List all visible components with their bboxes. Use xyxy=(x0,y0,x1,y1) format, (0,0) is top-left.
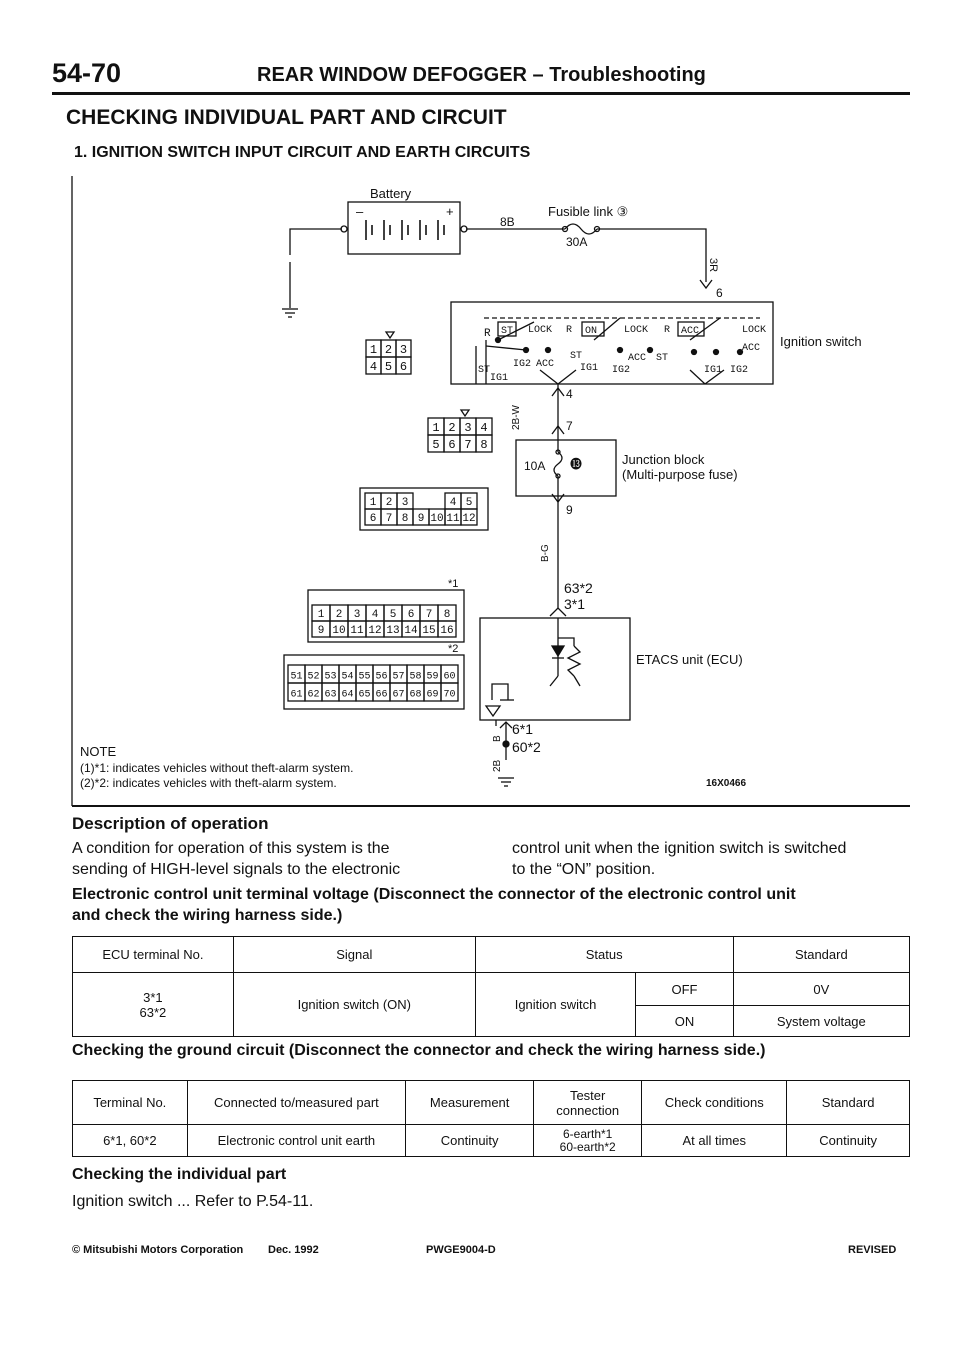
header-terminal: Terminal No. xyxy=(73,1081,188,1125)
voltage-signal: Ignition switch (ON) xyxy=(233,973,475,1037)
connector-c xyxy=(365,493,477,525)
ground-part: Electronic control unit earth xyxy=(187,1125,406,1157)
ground-tester xyxy=(534,1125,642,1157)
description-left-line1: A condition for operation of this system is the xyxy=(72,840,390,857)
fuse-number: ⓭ xyxy=(570,457,583,471)
connector-pin-label: 10 xyxy=(332,625,346,637)
header-check-conditions: Check conditions xyxy=(642,1081,787,1125)
tester-60-earth: 60-earth*2 xyxy=(559,1139,616,1154)
wire-bg-label: B-G xyxy=(540,544,551,562)
connector-pin-label: 1 xyxy=(317,609,325,621)
term-6-label: 6*1 xyxy=(512,721,534,737)
connector-pin-label: 3 xyxy=(401,497,409,509)
ign-r1: R xyxy=(484,328,491,340)
connector-pin-label: 4 xyxy=(371,609,379,621)
connector-pin-label: 15 xyxy=(422,625,436,637)
page-title: REAR WINDOW DEFOGGER – Troubleshooting xyxy=(257,64,706,86)
status-on: ON xyxy=(636,1006,733,1037)
footer-date: Dec. 1992 xyxy=(268,1244,319,1256)
connector-pin-label: 6 xyxy=(448,437,456,452)
battery-negative-wire xyxy=(290,229,342,255)
connector-pin-label: 65 xyxy=(358,689,371,701)
individual-text: Ignition switch ... Refer to P.54-11. xyxy=(72,1193,314,1210)
status-off: OFF xyxy=(636,973,733,1006)
connector-pin-label: 12 xyxy=(368,625,382,637)
connector-pin-label: 70 xyxy=(443,689,456,701)
ign-ig1b: IG1 xyxy=(490,373,509,384)
connector-pin-label: 10 xyxy=(430,513,444,525)
wire-8b-label: 8B xyxy=(500,215,515,229)
connector-e xyxy=(288,665,458,701)
connector-pin-label: 6 xyxy=(399,359,408,374)
header-connected-part: Connected to/measured part xyxy=(187,1081,406,1125)
ecu-ground-symbol xyxy=(498,778,514,786)
header-measurement: Measurement xyxy=(406,1081,534,1125)
figure-code: 16X0466 xyxy=(706,778,747,789)
term-60-label: 60*2 xyxy=(512,739,541,755)
ign-ig1c: IG1 xyxy=(704,365,723,376)
connector-pin-label: 66 xyxy=(375,689,388,701)
ign-ig2b: IG2 xyxy=(612,365,631,376)
ignition-switch-label: Ignition switch xyxy=(780,334,862,349)
connector-pin-label: 2 xyxy=(385,497,393,509)
connector-pin-label: 2 xyxy=(448,420,456,435)
connector-d-note: *1 xyxy=(448,578,459,590)
voltage-row-off xyxy=(73,973,910,1006)
connector-pin-label: 1 xyxy=(369,342,378,357)
ign-acca: ACC xyxy=(536,359,555,370)
ign-acc3: ACC xyxy=(628,353,647,364)
ign-r3: R xyxy=(664,325,671,336)
battery-plus: + xyxy=(446,204,454,219)
voltage-heading-line2: and check the wiring harness side.) xyxy=(72,907,343,924)
connector-pin-label: 11 xyxy=(446,513,460,525)
connector-pin-label: 5 xyxy=(432,437,440,452)
fusible-link-symbol xyxy=(565,224,597,234)
connector-pin-label: 4 xyxy=(369,359,378,374)
connector-pin-label: 13 xyxy=(386,625,400,637)
connector-pin-label: 1 xyxy=(369,497,377,509)
ground-terminal: 6*1, 60*2 xyxy=(73,1125,188,1157)
connector-pin-label: 3 xyxy=(464,420,472,435)
note-2: (2)*2: indicates vehicles with theft-alarm system. xyxy=(80,776,337,790)
ign-st3: ST xyxy=(656,353,669,364)
connector-pin-label: 69 xyxy=(426,689,439,701)
connector-pin-label: 6 xyxy=(369,513,377,525)
pin-7-label: 7 xyxy=(566,419,573,433)
connector-pin-label: 2 xyxy=(335,609,343,621)
connector-pin-label: 67 xyxy=(392,689,405,701)
term-63-label: 63*2 xyxy=(564,580,593,596)
ign-r2: R xyxy=(566,325,573,336)
connector-pin-label: 7 xyxy=(425,609,433,621)
voltage-terminal xyxy=(73,973,234,1037)
battery-cells xyxy=(366,220,444,240)
fusible-link-label: Fusible link ③ xyxy=(548,204,629,219)
connector-pin-label: 9 xyxy=(317,625,325,637)
connector-b xyxy=(428,418,492,452)
footer-copyright: © Mitsubishi Motors Corporation xyxy=(72,1244,244,1256)
description-right-line2: to the “ON” position. xyxy=(512,861,656,878)
connector-pin-label: 4 xyxy=(480,420,488,435)
connector-pin-label: 60 xyxy=(443,671,456,683)
ign-on: ON xyxy=(585,326,598,337)
ign-st1: ST xyxy=(501,326,514,337)
note-title: NOTE xyxy=(80,744,117,759)
connector-pin-label: 5 xyxy=(384,359,393,374)
connector-e-note: *2 xyxy=(448,643,459,655)
wire-2bw-label: 2B-W xyxy=(511,405,522,430)
etacs-label: ETACS unit (ECU) xyxy=(636,652,743,667)
connector-pin-label: 7 xyxy=(464,437,472,452)
ign-st4: ST xyxy=(478,365,491,376)
junction-block-sublabel: (Multi-purpose fuse) xyxy=(622,467,738,482)
connector-pin-label: 52 xyxy=(307,671,320,683)
voltage-table xyxy=(72,936,910,1037)
header-standard: Standard xyxy=(733,937,909,973)
connector-pin-label: 3 xyxy=(353,609,361,621)
connector-pin-label: 8 xyxy=(480,437,488,452)
pin-9-label: 9 xyxy=(566,503,573,517)
wire-2b-label: 2B xyxy=(492,759,503,772)
subsection-title: 1. IGNITION SWITCH INPUT CIRCUIT AND EARTH CIRCUITS xyxy=(74,144,531,161)
connector-pin-label: 2 xyxy=(384,342,393,357)
battery-minus: – xyxy=(356,204,364,219)
voltage-heading xyxy=(72,884,796,926)
connector-pin-label: 61 xyxy=(290,689,303,701)
connector-pin-label: 11 xyxy=(350,625,364,637)
connector-pin-label: 5 xyxy=(465,497,473,509)
fuse-30a-label: 30A xyxy=(566,235,588,249)
connector-pin-label: 14 xyxy=(404,625,418,637)
connector-pin-label: 8 xyxy=(401,513,409,525)
ign-sta: ST xyxy=(570,351,583,362)
junction-block-label: Junction block xyxy=(622,452,705,467)
voltage-status: Ignition switch xyxy=(475,973,636,1037)
connector-pin-label: 9 xyxy=(417,513,425,525)
fuse-symbol xyxy=(554,452,562,476)
wire-3r-label: 3R xyxy=(707,258,719,273)
ground-heading: Checking the ground circuit (Disconnect the connector and check the wiring harness side.) xyxy=(72,1042,766,1059)
connector-pin-label: 57 xyxy=(392,671,405,683)
description-right-line1: control unit when the ignition switch is switched xyxy=(512,840,847,857)
connector-pin-label: 53 xyxy=(324,671,337,683)
term-3-label: 3*1 xyxy=(564,596,586,612)
header-signal: Signal xyxy=(233,937,475,973)
ground-table xyxy=(72,1080,910,1157)
connector-pin-label: 55 xyxy=(358,671,371,683)
connector-d xyxy=(312,605,456,637)
ign-lock1: LOCK xyxy=(528,325,553,336)
header-ground-standard: Standard xyxy=(787,1081,910,1125)
connector-a xyxy=(366,340,411,374)
ground-measurement: Continuity xyxy=(406,1125,534,1157)
connector-pin-label: 62 xyxy=(307,689,320,701)
pin-6-label: 6 xyxy=(716,286,723,300)
wire-b-label: B xyxy=(492,735,503,742)
etacs-resistor xyxy=(568,646,580,676)
etacs-box xyxy=(480,618,630,720)
connector-pin-label: 56 xyxy=(375,671,388,683)
note-1: (1)*1: indicates vehicles without theft-alarm system. xyxy=(80,761,354,775)
ign-lock3: LOCK xyxy=(742,325,767,336)
connector-pin-label: 51 xyxy=(290,671,303,683)
connector-pin-label: 8 xyxy=(443,609,451,621)
ground-symbol xyxy=(282,309,298,317)
tester-6-earth: 6-earth*1 xyxy=(562,1126,613,1141)
connector-pin-label: 58 xyxy=(409,671,422,683)
footer-code: PWGE9004-D xyxy=(426,1244,496,1256)
header-ecu-terminal: ECU terminal No. xyxy=(73,937,234,973)
header-status: Status xyxy=(475,937,733,973)
description-heading: Description of operation xyxy=(72,814,269,833)
ign-acc1: ACC xyxy=(681,326,700,337)
ign-ig2c: IG2 xyxy=(730,365,749,376)
description-left xyxy=(72,838,472,880)
connector-pin-label: 1 xyxy=(432,420,440,435)
ign-lock2: LOCK xyxy=(624,325,649,336)
individual-heading: Checking the individual part xyxy=(72,1166,287,1183)
section-title: CHECKING INDIVIDUAL PART AND CIRCUIT xyxy=(66,106,507,129)
voltage-table-header xyxy=(73,937,910,973)
voltage-heading-line1: Electronic control unit terminal voltage (Disconnect the connector of the electronic control unit xyxy=(72,886,796,903)
connector-pin-label: 68 xyxy=(409,689,422,701)
connector-pin-label: 3 xyxy=(399,342,408,357)
connector-pin-label: 16 xyxy=(440,625,454,637)
standard-on: System voltage xyxy=(733,1006,909,1037)
pin-4-label: 4 xyxy=(566,387,573,401)
connector-pin-label: 4 xyxy=(449,497,457,509)
ground-table-header xyxy=(73,1081,910,1125)
ground-row xyxy=(73,1125,910,1157)
connector-pin-label: 5 xyxy=(389,609,397,621)
main-feed-wire xyxy=(597,229,706,282)
ign-ig1a: IG1 xyxy=(580,363,599,374)
description-right xyxy=(512,838,912,880)
ign-ig2a: IG2 xyxy=(513,359,532,370)
connector-pin-label: 59 xyxy=(426,671,439,683)
connector-pin-label: 12 xyxy=(462,513,476,525)
header-tester-connection: Tester connection xyxy=(534,1081,642,1125)
battery-label: Battery xyxy=(370,186,412,201)
footer-status: REVISED xyxy=(848,1244,897,1256)
connector-pin-label: 7 xyxy=(385,513,393,525)
standard-off: 0V xyxy=(733,973,909,1006)
connector-pin-label: 63 xyxy=(324,689,337,701)
fuse-10a-label: 10A xyxy=(524,459,546,473)
ign-acc2: ACC xyxy=(742,343,761,354)
connector-pin-label: 54 xyxy=(341,671,354,683)
terminal-63: 63*2 xyxy=(139,1004,167,1020)
page-number: 54-70 xyxy=(52,58,122,88)
connector-pin-label: 6 xyxy=(407,609,415,621)
connector-pin-label: 64 xyxy=(341,689,354,701)
description-left-line2: sending of HIGH-level signals to the electronic xyxy=(72,861,401,878)
terminal-3: 3*1 xyxy=(143,989,163,1005)
ground-conditions: At all times xyxy=(642,1125,787,1157)
ground-standard: Continuity xyxy=(787,1125,910,1157)
